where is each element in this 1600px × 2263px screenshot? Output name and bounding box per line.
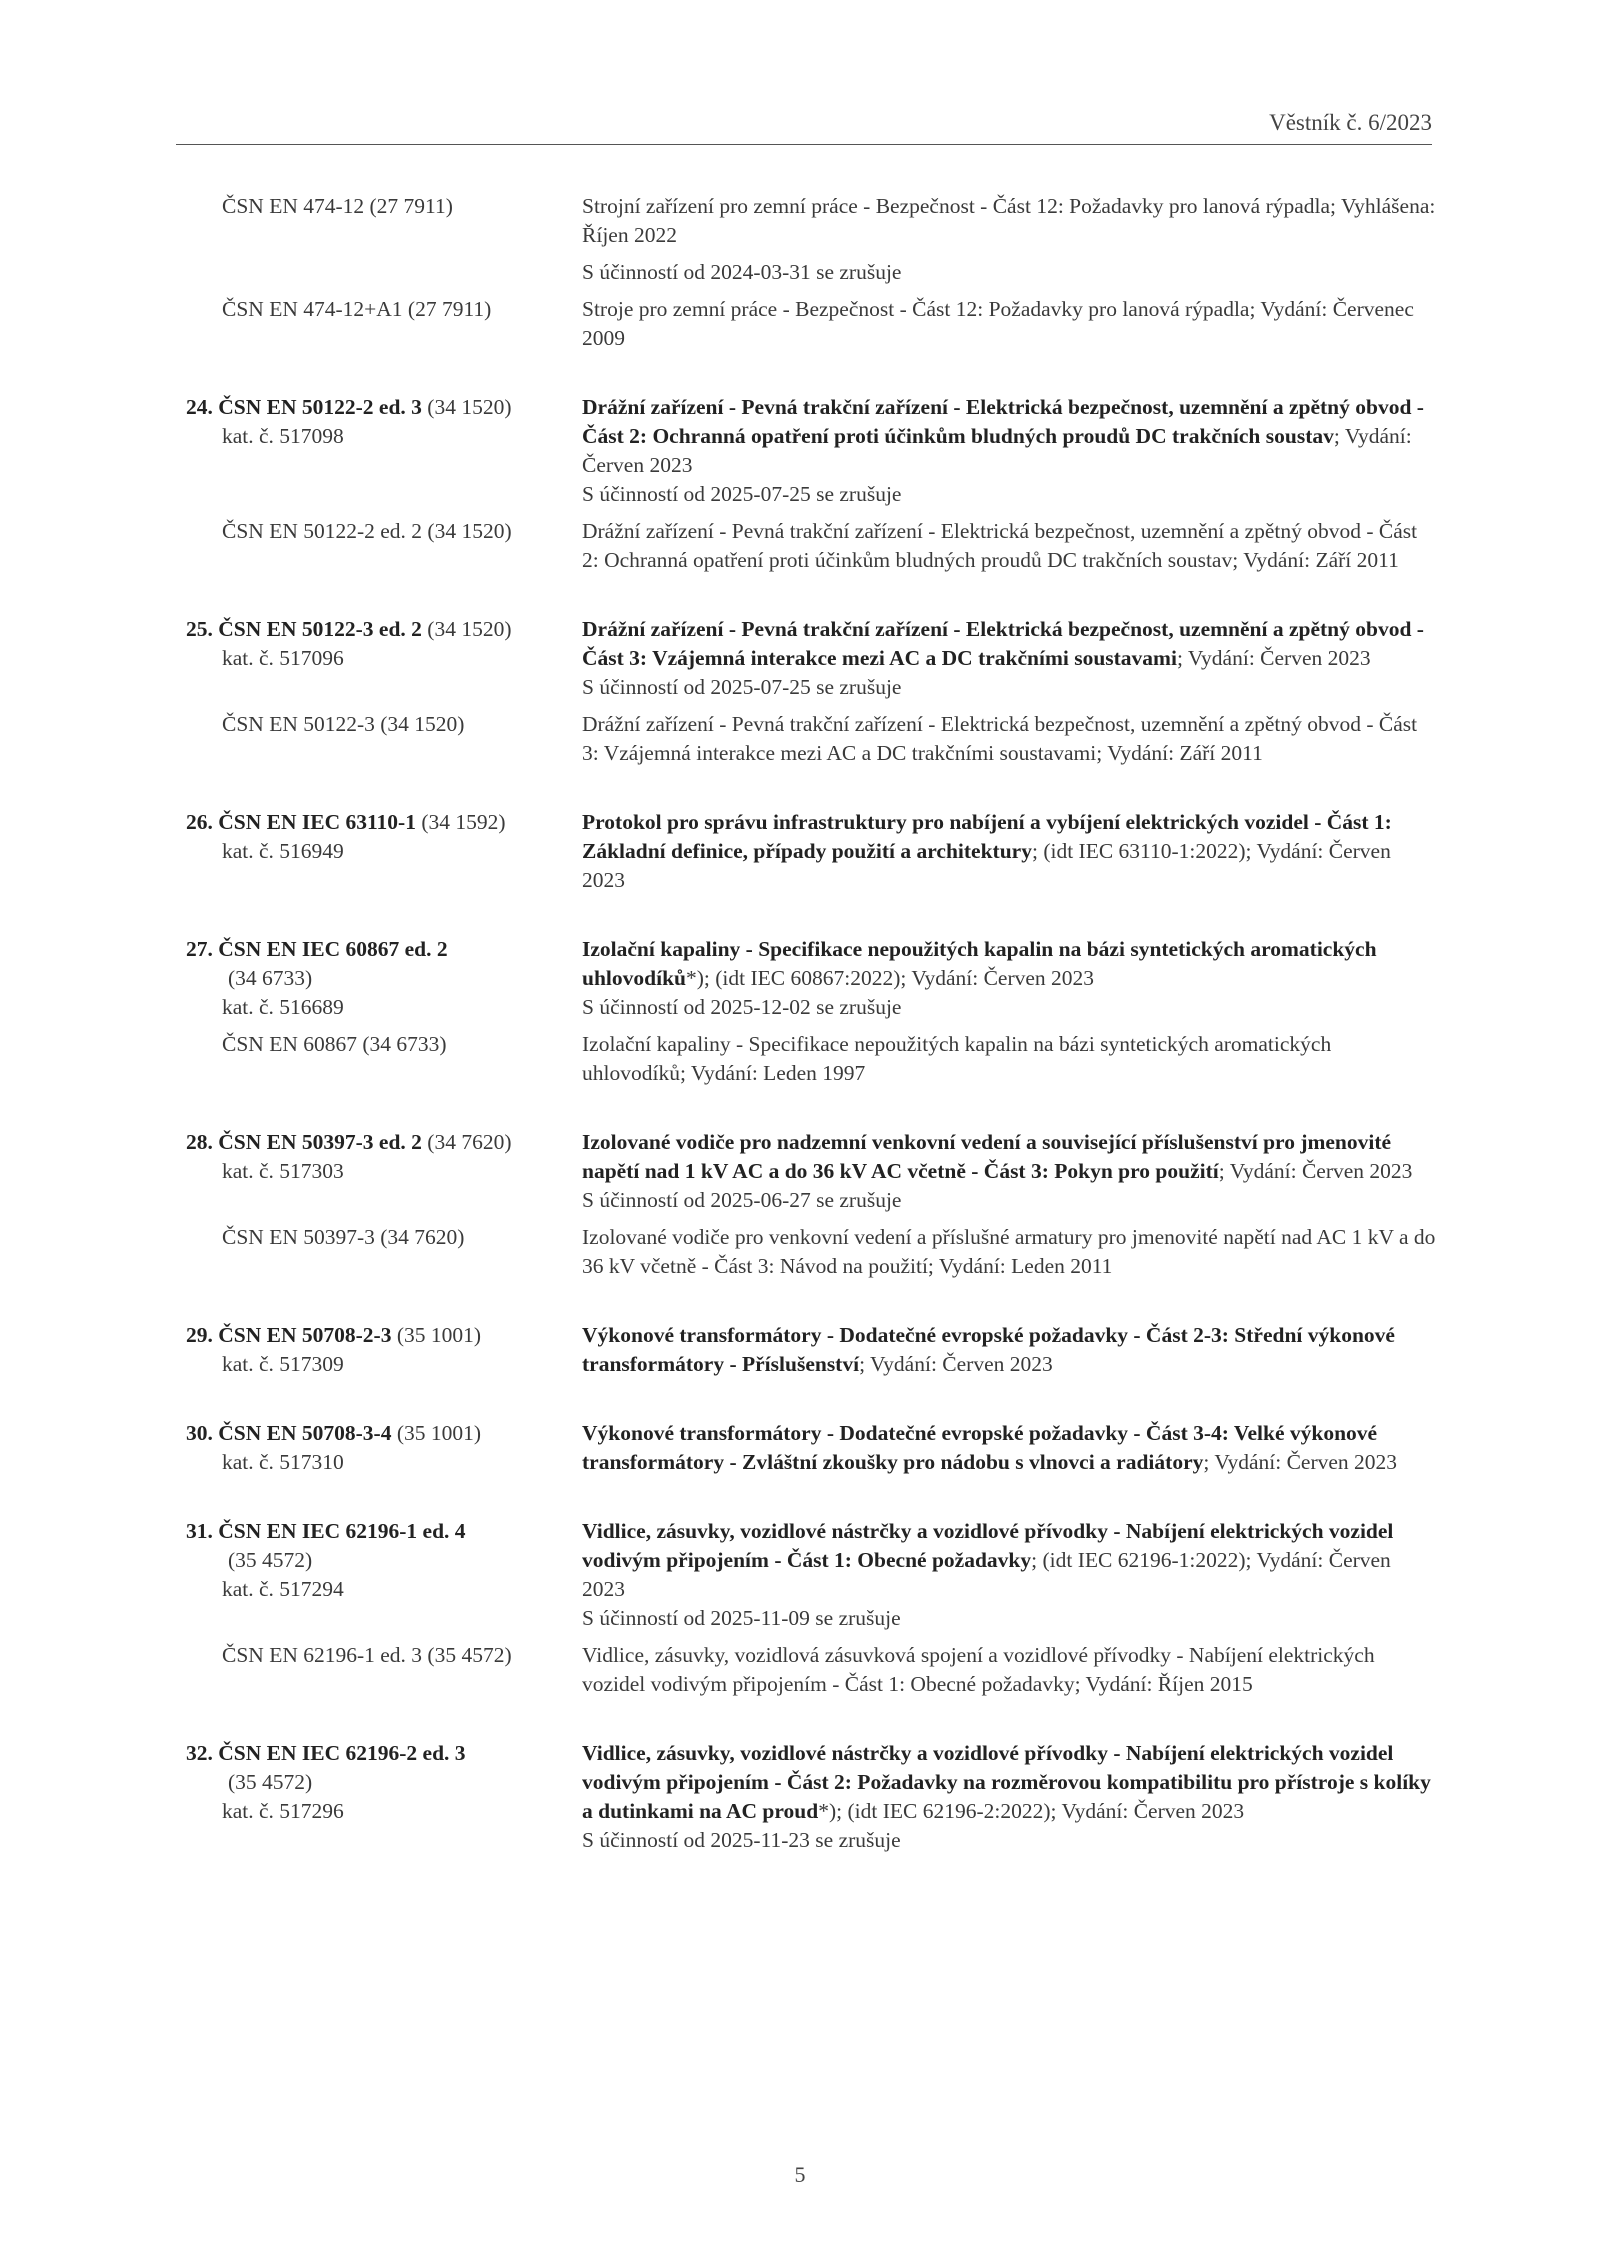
- standard-title-cell: [582, 1419, 1438, 1477]
- classification-code: (35 1001): [391, 1323, 482, 1347]
- standard-code: ČSN EN 50397-3 ed. 2: [218, 1130, 422, 1154]
- replaced-standard-row: [186, 295, 1436, 353]
- standard-code-cell: [186, 192, 582, 221]
- standard-row: [186, 808, 1436, 895]
- replaced-standard-row: [186, 517, 1436, 575]
- standard-entry: [186, 1321, 1436, 1379]
- issue-info: ; (idt IEC 63110-1:2022); Vydání: Červen 2023: [582, 839, 1391, 892]
- page-number: 5: [794, 2162, 806, 2187]
- standard-title: Výkonové transformátory - Dodatečné evropské požadavky - Část 2-3: Střední výkonové transformátory - Příslušenství: [582, 1323, 1395, 1376]
- standard-code: ČSN EN 50708-2-3: [218, 1323, 392, 1347]
- standard-code: ČSN EN IEC 62196-1 ed. 4: [218, 1519, 466, 1543]
- catalog-number: kat. č. 516689: [222, 995, 344, 1019]
- standard-row: [186, 1128, 1436, 1215]
- standard-title: Vidlice, zásuvky, vozidlové nástrčky a vozidlové přívodky - Nabíjení elektrických vozidel vodivým připojením - Část 1: Obecné požadavky: [582, 1519, 1394, 1572]
- standard-code-cell: [186, 1128, 582, 1186]
- replaced-standard-row: [186, 1641, 1436, 1699]
- entry-number: 26.: [186, 810, 213, 834]
- standard-row: [186, 1739, 1436, 1855]
- entry-number: 28.: [186, 1130, 213, 1154]
- standard-title-cell: [582, 1321, 1438, 1379]
- standard-title: Protokol pro správu infrastruktury pro nabíjení a vybíjení elektrických vozidel - Část 1: Základní definice, případy použití a architektury: [582, 810, 1392, 863]
- classification-code: (34 7620): [421, 1130, 512, 1154]
- standard-title-cell: [582, 615, 1438, 702]
- standard-entry: [186, 1128, 1436, 1281]
- standard-title-cell: [582, 192, 1438, 287]
- catalog-number: kat. č. 516949: [222, 839, 344, 863]
- entry-number: 24.: [186, 395, 213, 419]
- standard-title: Drážní zařízení - Pevná trakční zařízení - Elektrická bezpečnost, uzemnění a zpětný obvod - Část 3: Vzájemná interakce mezi AC a DC trakčními soustavami: [582, 617, 1424, 670]
- standard-entry: [186, 615, 1436, 768]
- cancellation-note: S účinností od 2025-06-27 se zrušuje: [582, 1188, 902, 1212]
- catalog-number: kat. č. 517309: [222, 1352, 344, 1376]
- standard-code: ČSN EN 50708-3-4: [218, 1421, 392, 1445]
- standard-code-cell: [186, 615, 582, 673]
- cancellation-note: S účinností od 2024-03-31 se zrušuje: [582, 260, 902, 284]
- entry-number: 30.: [186, 1421, 213, 1445]
- standard-code-cell: [186, 1517, 582, 1604]
- standard-title-cell: [582, 935, 1438, 1022]
- classification-code: (35 4572): [228, 1770, 313, 1794]
- cancellation-note: S účinností od 2025-07-25 se zrušuje: [582, 482, 902, 506]
- replaced-standard-code: ČSN EN 474-12+A1 (27 7911): [222, 297, 492, 321]
- standard-title-cell: [582, 808, 1438, 895]
- issue-info: *); (idt IEC 62196-2:2022); Vydání: Červen 2023: [818, 1799, 1245, 1823]
- standard-row: [186, 192, 1436, 287]
- standard-title: Výkonové transformátory - Dodatečné evropské požadavky - Část 3-4: Velké výkonové transformátory - Zvláštní zkoušky pro nádobu s vlnovci a radiátory: [582, 1421, 1378, 1474]
- standard-code-cell: [186, 1321, 582, 1379]
- standard-entry: [186, 1739, 1436, 1855]
- replaced-standard-code: ČSN EN 60867 (34 6733): [222, 1032, 447, 1056]
- cancellation-note: S účinností od 2025-11-09 se zrušuje: [582, 1606, 901, 1630]
- replaced-standard-title: Drážní zařízení - Pevná trakční zařízení - Elektrická bezpečnost, uzemnění a zpětný obvod - Část 2: Ochranná opatření proti účinkům bludných proudů DC trakčních soustav; Vydání: Září 2011: [582, 519, 1418, 572]
- standard-title: Vidlice, zásuvky, vozidlové nástrčky a vozidlové přívodky - Nabíjení elektrických vozidel vodivým připojením - Část 2: Požadavky na rozměrovou kompatibilitu pro přístroje s kolíky a dutinkami na AC proud: [582, 1741, 1431, 1823]
- entry-number: 31.: [186, 1519, 213, 1543]
- standard-title: Izolační kapaliny - Specifikace nepoužitých kapalin na bázi syntetických aromatických uhlovodíků: [582, 937, 1377, 990]
- replaced-standard-code: ČSN EN 50122-2 ed. 2 (34 1520): [222, 519, 512, 543]
- standard-title-cell: [582, 393, 1438, 509]
- issue-info: ; (idt IEC 62196-1:2022); Vydání: Červen 2023: [582, 1548, 1391, 1601]
- entry-number: 29.: [186, 1323, 213, 1347]
- standard-title-cell: [582, 1739, 1438, 1855]
- replaced-standard-code: ČSN EN 62196-1 ed. 3 (35 4572): [222, 1643, 512, 1667]
- entry-number: 25.: [186, 617, 213, 641]
- replaced-standard-title: Drážní zařízení - Pevná trakční zařízení - Elektrická bezpečnost, uzemnění a zpětný obvod - Část 3: Vzájemná interakce mezi AC a DC trakčními soustavami; Vydání: Září 2011: [582, 712, 1418, 765]
- standard-code-cell: [186, 393, 582, 451]
- cancellation-note: S účinností od 2025-11-23 se zrušuje: [582, 1828, 901, 1852]
- catalog-number: kat. č. 517294: [222, 1577, 344, 1601]
- issue-info: ; Vydání: Červen 2023: [1176, 646, 1371, 670]
- issue-info: ; Vydání: Červen 2023: [582, 424, 1412, 477]
- catalog-number: kat. č. 517098: [222, 424, 344, 448]
- standard-row: [186, 393, 1436, 509]
- cancellation-note: S účinností od 2025-12-02 se zrušuje: [582, 995, 902, 1019]
- classification-code: (34 1520): [421, 395, 512, 419]
- standards-list: [186, 192, 1436, 1895]
- header-divider: [176, 144, 1432, 145]
- cancellation-note: S účinností od 2025-07-25 se zrušuje: [582, 675, 902, 699]
- issue-info: *); (idt IEC 60867:2022); Vydání: Červen 2023: [685, 966, 1095, 990]
- catalog-number: kat. č. 517296: [222, 1799, 344, 1823]
- replaced-standard-row: [186, 1030, 1436, 1088]
- standard-code-cell: [186, 935, 582, 1022]
- standard-code-cell: [186, 1419, 582, 1477]
- standard-code: ČSN EN 474-12 (27 7911): [222, 194, 453, 218]
- replaced-standard-row: [186, 1223, 1436, 1281]
- standard-row: [186, 1419, 1436, 1477]
- classification-code: (34 1592): [415, 810, 506, 834]
- standard-row: [186, 1321, 1436, 1379]
- standard-entry: [186, 393, 1436, 575]
- standard-title-cell: [582, 1517, 1438, 1633]
- replaced-standard-title: Vidlice, zásuvky, vozidlová zásuvková spojení a vozidlové přívodky - Nabíjení elektrických vozidel vodivým připojením - Část 1: Obecné požadavky; Vydání: Říjen 2015: [582, 1643, 1375, 1696]
- standard-entry: [186, 808, 1436, 895]
- replaced-standard-title: Izolační kapaliny - Specifikace nepoužitých kapalin na bázi syntetických aromatických uhlovodíků; Vydání: Leden 1997: [582, 1032, 1332, 1085]
- standard-code: ČSN EN IEC 63110-1: [218, 810, 416, 834]
- standard-code: ČSN EN IEC 60867 ed. 2: [218, 937, 448, 961]
- standard-row: [186, 935, 1436, 1022]
- issue-info: ; Vydání: Červen 2023: [1218, 1159, 1413, 1183]
- standard-title: Strojní zařízení pro zemní práce - Bezpečnost - Část 12: Požadavky pro lanová rýpadla; Vyhlášena: Říjen 2022: [582, 194, 1436, 247]
- entry-number: 27.: [186, 937, 213, 961]
- standard-row: [186, 615, 1436, 702]
- classification-code: (34 6733): [228, 966, 313, 990]
- bulletin-title: Věstník č. 6/2023: [1269, 110, 1432, 135]
- catalog-number: kat. č. 517096: [222, 646, 344, 670]
- replaced-standard-code: ČSN EN 50397-3 (34 7620): [222, 1225, 465, 1249]
- standard-entry: [186, 1517, 1436, 1699]
- catalog-number: kat. č. 517303: [222, 1159, 344, 1183]
- standard-title: Izolované vodiče pro nadzemní venkovní vedení a související příslušenství pro jmenovité napětí nad 1 kV AC a do 36 kV AC včetně - Část 3: Pokyn pro použití: [582, 1130, 1392, 1183]
- standard-code-cell: [186, 1739, 582, 1826]
- standard-code: ČSN EN 50122-3 ed. 2: [218, 617, 422, 641]
- classification-code: (34 1520): [421, 617, 512, 641]
- entry-number: 32.: [186, 1741, 213, 1765]
- standard-row: [186, 1517, 1436, 1633]
- standard-code: ČSN EN IEC 62196-2 ed. 3: [218, 1741, 466, 1765]
- standard-code: ČSN EN 50122-2 ed. 3: [218, 395, 422, 419]
- replaced-standard-row: [186, 710, 1436, 768]
- replaced-standard-code: ČSN EN 50122-3 (34 1520): [222, 712, 465, 736]
- standard-title: Drážní zařízení - Pevná trakční zařízení - Elektrická bezpečnost, uzemnění a zpětný obvod - Část 2: Ochranná opatření proti účinkům bludných proudů DC trakčních soustav: [582, 395, 1424, 448]
- catalog-number: kat. č. 517310: [222, 1450, 344, 1474]
- standard-title-cell: [582, 1128, 1438, 1215]
- classification-code: (35 1001): [391, 1421, 482, 1445]
- replaced-standard-title: Izolované vodiče pro venkovní vedení a příslušné armatury pro jmenovité napětí nad AC 1 kV a do 36 kV včetně - Část 3: Návod na použití; Vydání: Leden 2011: [582, 1225, 1436, 1278]
- standard-entry: [186, 192, 1436, 353]
- replaced-standard-title: Stroje pro zemní práce - Bezpečnost - Část 12: Požadavky pro lanová rýpadla; Vydání: Červenec 2009: [582, 297, 1414, 350]
- standard-entry: [186, 1419, 1436, 1477]
- issue-info: ; Vydání: Červen 2023: [1203, 1450, 1398, 1474]
- classification-code: (35 4572): [228, 1548, 313, 1572]
- standard-code-cell: [186, 808, 582, 866]
- issue-info: ; Vydání: Červen 2023: [859, 1352, 1053, 1376]
- standard-entry: [186, 935, 1436, 1088]
